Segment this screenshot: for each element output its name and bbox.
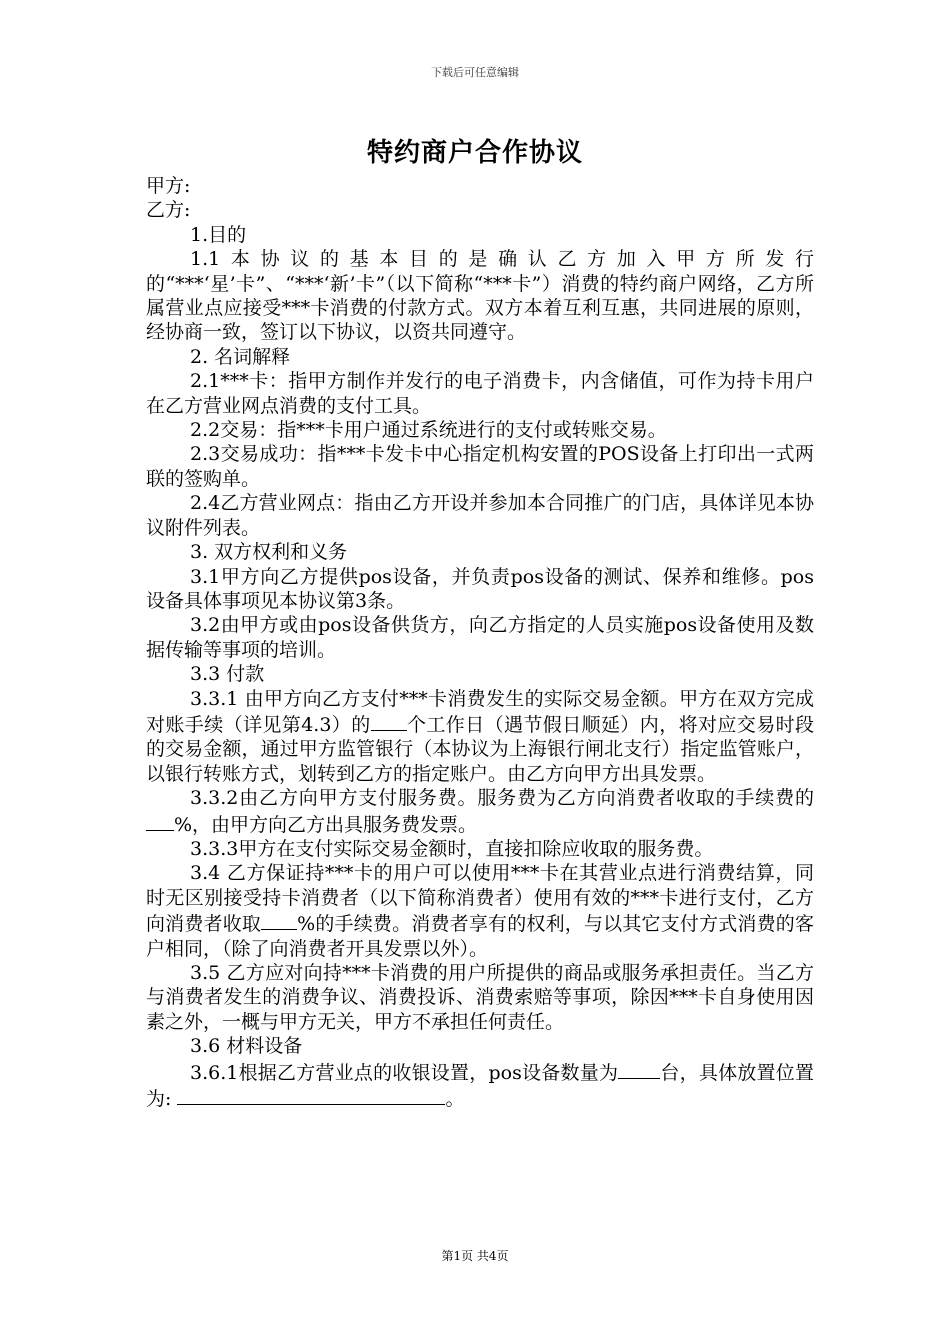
clause-text: 3.3.2由乙方向甲方支付服务费。服务费为乙方向消费者收取的手续费的 (190, 787, 814, 810)
clause-paragraph (146, 861, 814, 961)
fill-blank (618, 1059, 660, 1079)
clause-text: 3.6.1根据乙方营业点的收银设置，pos设备数量为 (190, 1061, 619, 1084)
clause-paragraph (146, 786, 814, 837)
clause-text: 个工作日（遇节假日顺延）内，将对应交易时段的交易金额，通过甲方监管银行（本协议为上海银行闸北支行）指定监管账户，以银行转账方式，划转到乙方的指定账户。由乙方向甲方出具发票。 (146, 713, 814, 785)
clause-paragraph: 1.1本协议的基本目的是确认乙方加入甲方所发行的“***‘星’卡”、“***‘新’卡”（以下简称“***卡”）消费的特约商户网络，乙方所属营业点应接受***卡消费的付款方式。双方本着互利互惠，共同进展的原则，经协商一致，签订以下协议，以资共同遵守。 (146, 248, 814, 344)
document-title: 特约商户合作协议 (366, 138, 583, 168)
clause-paragraph: 2.2交易：指***卡用户通过系统进行的支付或转账交易。 (190, 419, 667, 442)
clause-text: 3.3.1 由甲方向乙方支付***卡消费发生的实际交易金额。甲方在双方完成对账手续（详见第4.3）的 (146, 687, 814, 736)
section-heading: 1.目的 (190, 223, 247, 246)
clause-text: %，由甲方向乙方出具服务费发票。 (174, 813, 478, 836)
section-heading: 3. 双方权利和义务 (190, 541, 348, 564)
party-a-line: 甲方: (146, 175, 191, 197)
clause-text: 3.4 乙方保证持***卡的用户可以使用***卡在其营业点进行消费结算，同时无区别接受持卡消费者（以下简称消费者）使用有效的***卡进行支付，乙方向消费者收取 (146, 862, 814, 936)
clause-paragraph: 2.4乙方营业网点：指由乙方开设并参加本合同推广的门店，具体详见本协议附件列表。 (146, 492, 814, 539)
clause-paragraph: 3.5 乙方应对向持***卡消费的用户所提供的商品或服务承担责任。当乙方与消费者发生的消费争议、消费投诉、消费索赔等事项，除因***卡自身使用因素之外，一概与甲方无关，甲方不承担任何责任。 (146, 962, 814, 1033)
fill-blank (261, 910, 297, 930)
clause-paragraph: 3.1甲方向乙方提供pos设备，并负责pos设备的测试、保养和维修。pos设备具体事项见本协议第3条。 (146, 565, 814, 612)
clause-paragraph: 2.3交易成功：指***卡发卡中心指定机构安置的POS设备上打印出一式两联的签购单。 (146, 443, 814, 490)
section-heading: 2. 名词解释 (190, 345, 291, 368)
clause-paragraph (146, 1059, 814, 1112)
clause-paragraph: 3.3.3甲方在支付实际交易金额时，直接扣除应收取的服务费。 (190, 837, 714, 860)
clause-text: 台，具体放置位置为: (146, 1061, 814, 1111)
fill-blank (371, 711, 407, 731)
section-heading: 3.6 材料设备 (190, 1035, 303, 1058)
clause-paragraph (146, 687, 814, 787)
fill-blank (177, 1085, 445, 1105)
clause-paragraph: 3.2由甲方或由pos设备供货方，向乙方指定的人员实施pos设备使用及数据传输等事项的培训。 (146, 614, 814, 661)
page-header: 下载后可任意编辑 (431, 66, 519, 79)
page-footer: 第1页 共4页 (441, 1249, 509, 1263)
section-heading: 3.3 付款 (190, 663, 265, 686)
party-b-line: 乙方: (146, 199, 191, 222)
fill-blank (146, 811, 174, 831)
clause-paragraph: 2.1***卡：指甲方制作并发行的电子消费卡，内含储值，可作为持卡用户在乙方营业网点消费的支付工具。 (146, 370, 814, 417)
document-body (146, 174, 814, 1111)
clause-text: 。 (445, 1088, 465, 1111)
clause-text: %的手续费。消费者享有的权利，与以其它支付方式消费的客户相同，（除了向消费者开具发票以外）。 (146, 913, 814, 960)
